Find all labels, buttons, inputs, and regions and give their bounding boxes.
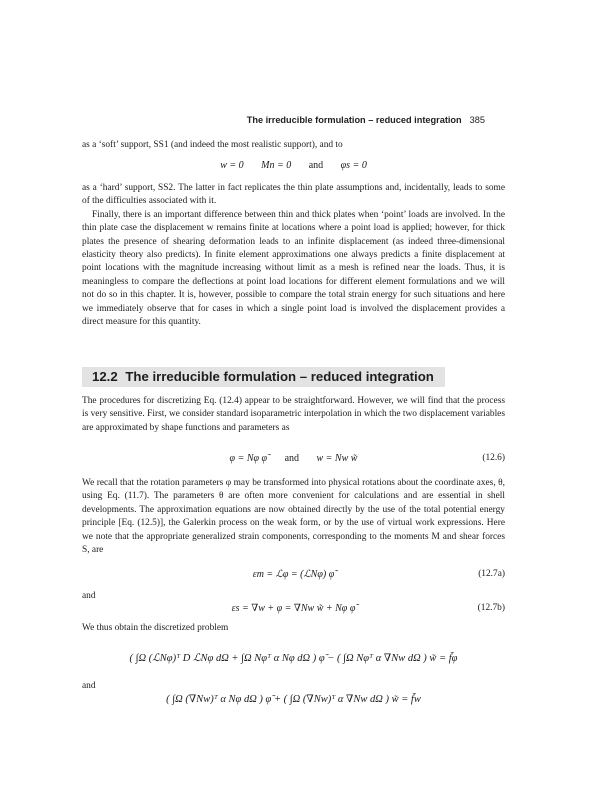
eq-mn-zero: Mn = 0	[261, 160, 292, 171]
running-head	[247, 115, 485, 125]
eq126-phi: φ = Nφ φ̃	[229, 453, 268, 464]
equation-number: (12.7a)	[478, 569, 505, 579]
paragraph-discretizing: The procedures for discretizing Eq. (12.4) appear to be straightforward. However, we will find that the process is very sensitive. First, we consider standard isoparametric interpolation in which the two displacement variables are approximated by shape functions and parameters as	[82, 396, 505, 433]
eq-and: and	[308, 160, 324, 171]
page-number: 385	[469, 115, 485, 125]
eq126-and: and	[284, 453, 300, 464]
eq-w-zero: w = 0	[220, 160, 244, 171]
paragraph-discretized-problem: We thus obtain the discretized problem	[82, 623, 229, 633]
equation-12-7a: εm = ℒφ = (ℒNφ) φ̃ (12.7a)	[252, 569, 505, 580]
paragraph-soft-support: as a ‘soft’ support, SS1 (and indeed the most realistic support), and to	[82, 140, 343, 150]
section-title: The irreducible formulation – reduced integration	[125, 369, 434, 384]
equation-number: (12.7b)	[477, 603, 505, 613]
paragraph-hard-support: as a ‘hard’ support, SS2. The latter in fact replicates the thin plate assumptions and, incidentally, leads to some of the difficulties associated with it. Finally, there is an important difference between thin and thick plates when ‘point’ loads are involved. In the thin plate case the displacement w remains finite at locations where a point load is applied; however, for thick plates the presence of shearing deformation leads to an infinite displacement (as indeed three-dimensional elasticity theory also predicts). In finite element approximations one always predicts a finite displacement at point locations with the magnitude increasing without limit as a mesh is refined near the loads. Thus, it is meaningless to compare the deflections at point load locations for different element formulations and we will not do so in this chapter. It is, however, possible to compare the total strain energy for such situations and here we immediately observe that for cases in which a single point load is involved the displacement provides a direct measure for this quantity.	[82, 182, 505, 329]
eq-phi-zero: φs = 0	[340, 160, 367, 171]
paragraph-point-loads: Finally, there is an important difference between thin and thick plates when ‘point’ loads are involved. In the thin plate case the displacement w remains finite at locations where a point load is applied; however, for thick plates the presence of shearing deformation leads to an infinite displacement (as indeed three-dimensional elasticity theory also predicts). In finite element approximations one always predicts a finite displacement at point locations with the magnitude increasing without limit as a mesh is refined near the loads. Thus, it is meaningless to compare the deflections at point load locations for different element formulations and we will not do so in this chapter. It is, however, possible to compare the total strain energy for such situations and here we immediately observe that for cases in which a single point load is involved the displacement provides a direct measure for this quantity.	[82, 209, 505, 328]
equation-discretized-1: ( ∫Ω (ℒNφ)ᵀ D ℒNφ dΩ + ∫Ω Nφᵀ α Nφ dΩ ) φ̃ − ( ∫Ω Nφᵀ α ∇Nw dΩ ) w̃ = f̃φ	[129, 653, 458, 664]
text-and: and	[82, 591, 96, 601]
running-head-title: The irreducible formulation – reduced integration	[246, 115, 462, 125]
equation-hard-support	[82, 160, 505, 174]
eq126-w: w = Nw w̃	[316, 453, 358, 464]
equation-discretized-2: ( ∫Ω (∇Nw)ᵀ α Nφ dΩ ) φ̃ + ( ∫Ω (∇Nw)ᵀ α ∇Nw dΩ ) w̃ = f̃w	[166, 694, 421, 705]
equation-number: (12.6)	[482, 453, 505, 463]
text-and: and	[82, 681, 96, 691]
section-number: 12.2	[92, 369, 118, 384]
equation-12-6	[82, 453, 505, 467]
equation-12-7b: εs = ∇w + φ = ∇Nw w̃ + Nφ φ̃ (12.7b)	[231, 603, 505, 614]
section-heading	[82, 367, 445, 387]
paragraph-rotation-parameters: We recall that the rotation parameters φ may be transformed into physical rotations about the coordinate axes, θ, using Eq. (11.7). The parameters θ are often more convenient for calculations and are essential in shell developments. The approximation equations are now obtained directly by the use of the total potential energy principle [Eq. (12.5)], the Galerkin process on the weak form, or by the use of virtual work expressions. Here we note that the appropriate generalized strain components, corresponding to the moments M and shear forces S, are	[82, 478, 505, 556]
